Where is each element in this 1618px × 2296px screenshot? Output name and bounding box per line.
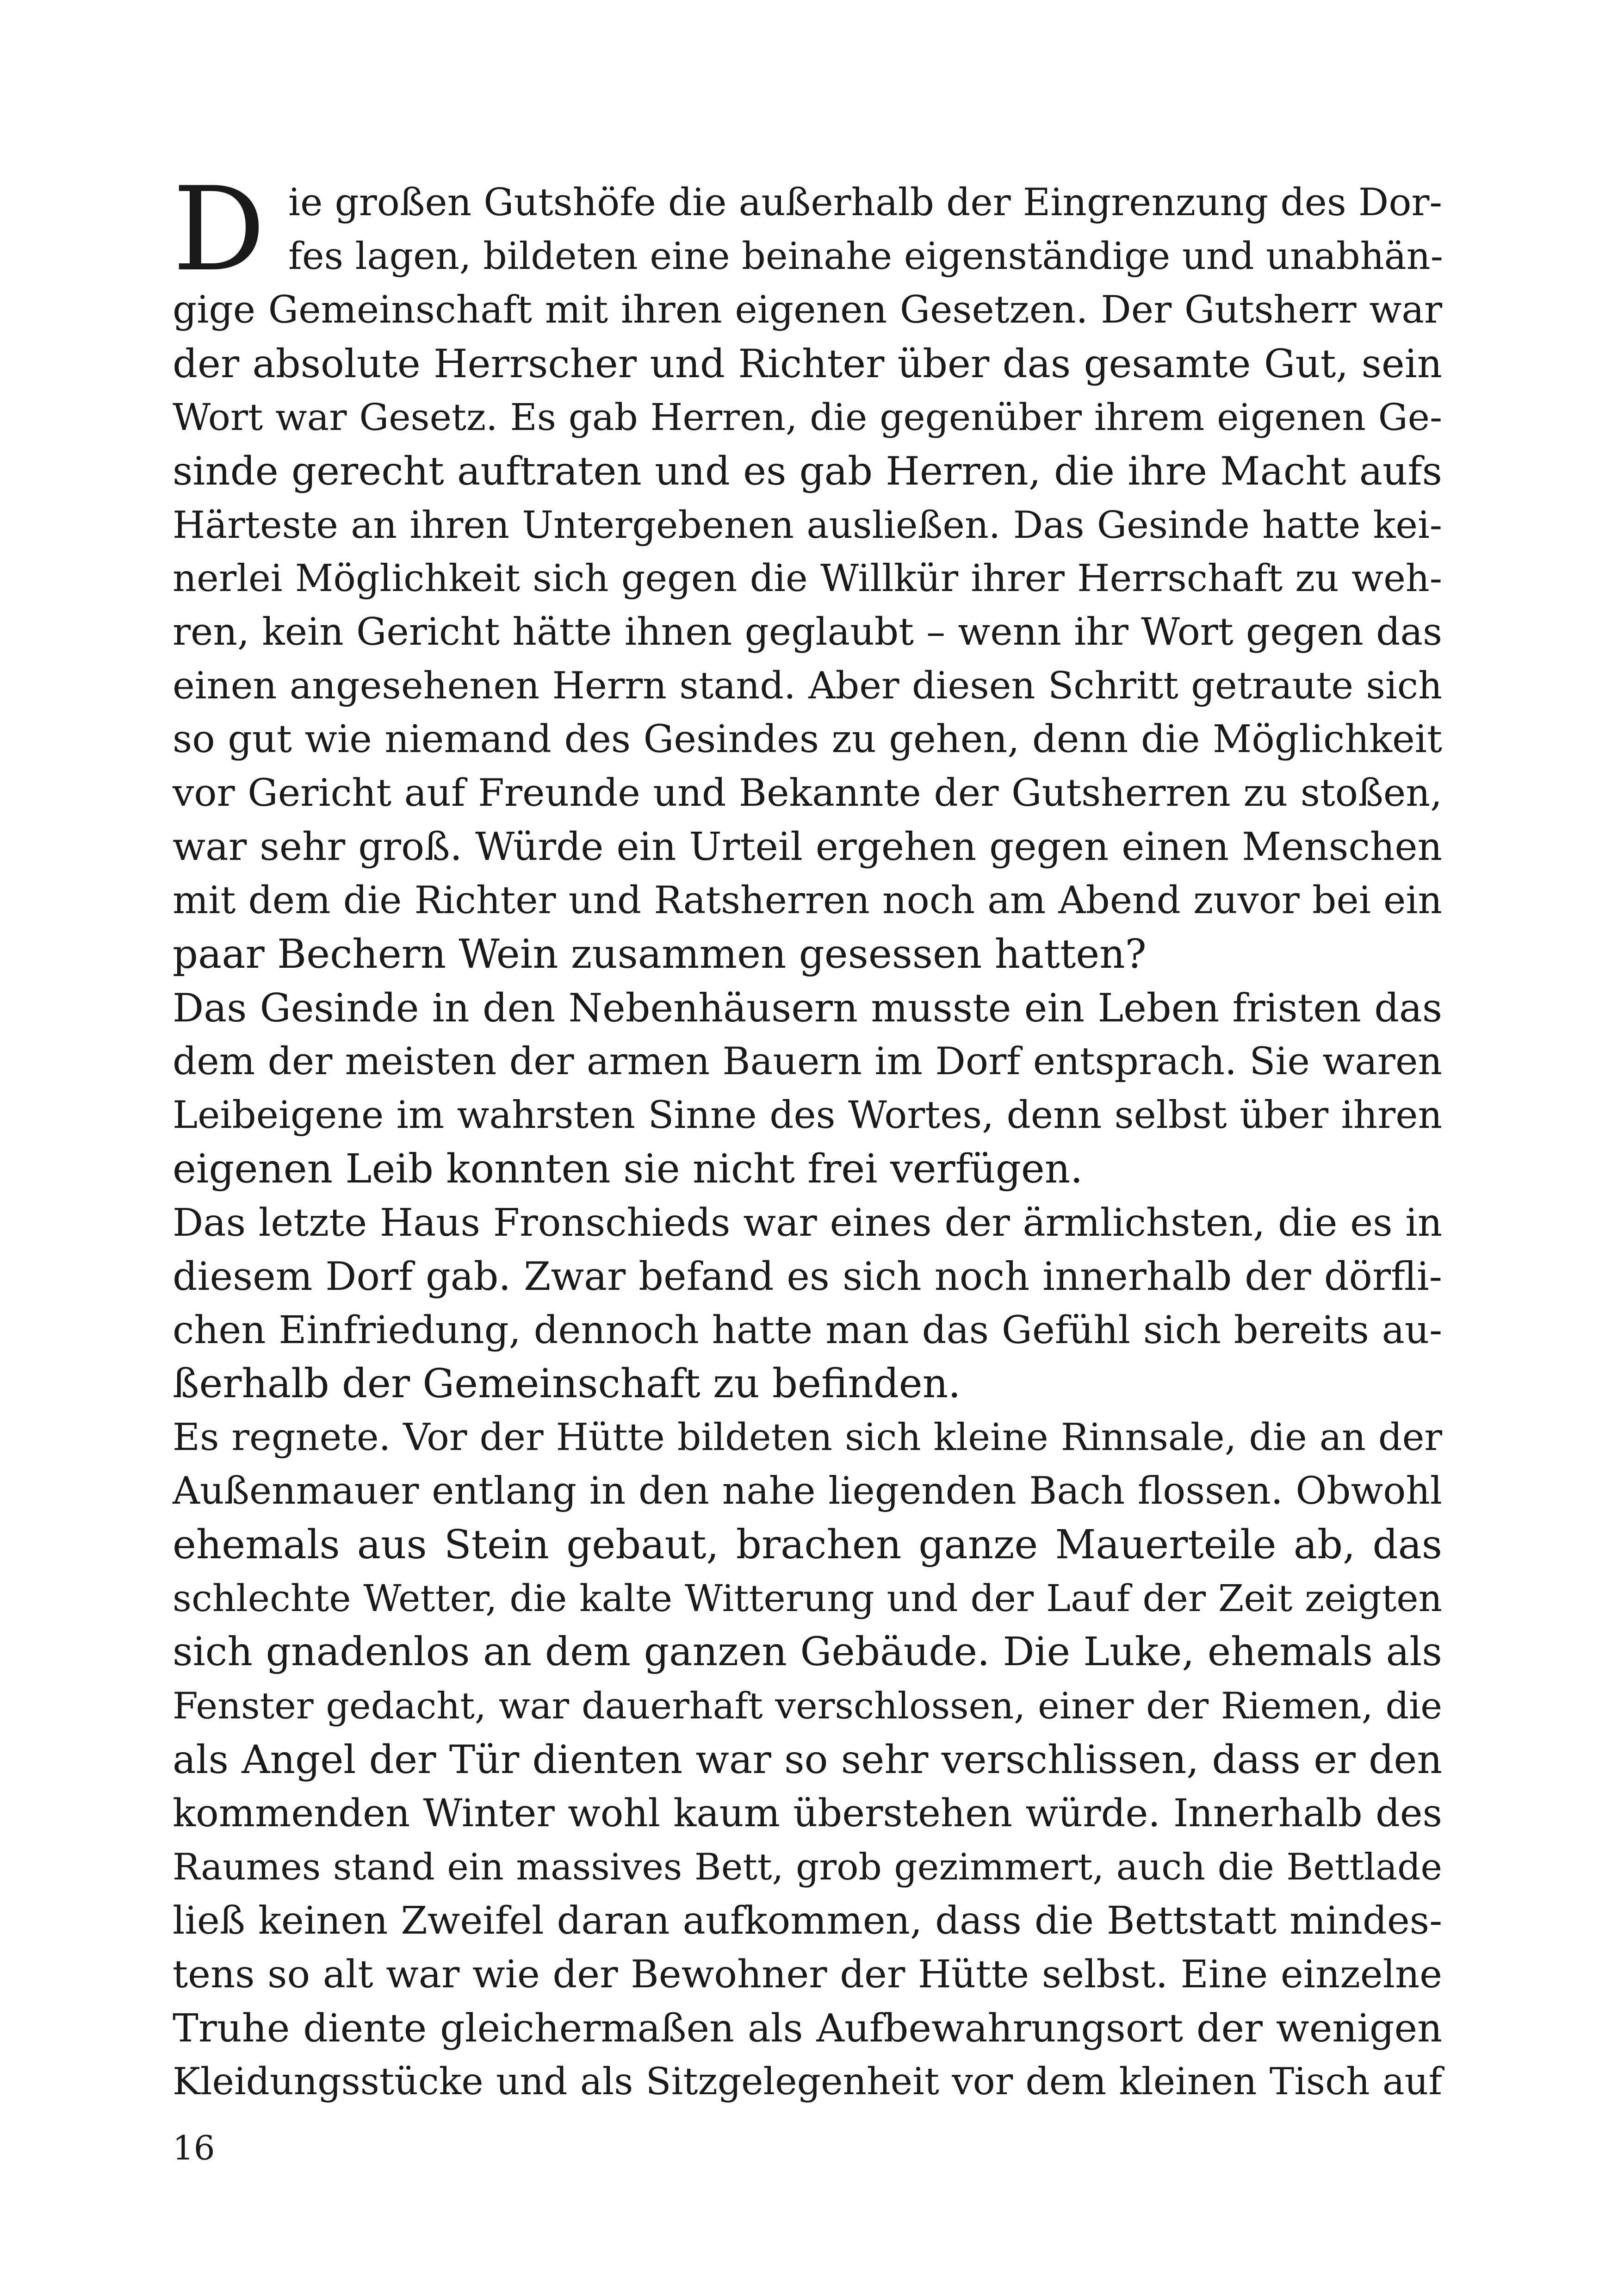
text-line: einen angesehenen Herrn stand. Aber diesen Schritt getraute sich (173, 664, 1442, 708)
text-line: Wort war Gesetz. Es gab Herren, die gegenüber ihrem eigenen Ge- (173, 396, 1442, 439)
drop-cap: D (173, 162, 266, 297)
text-line: schlechte Wetter, die kalte Witterung und der Lauf der Zeit zeigten (173, 1577, 1442, 1620)
text-line: Außenmauer entlang in den nahe liegenden Bach flossen. Obwohl (173, 1469, 1442, 1513)
text-line: fes lagen, bildeten eine beinahe eigenständige und unabhän- (288, 235, 1443, 278)
text-line: Truhe diente gleichermaßen als Aufbewahrungsort der wenigen (173, 2005, 1442, 2051)
text-line: ließ keinen Zweifel daran aufkommen, dass die Bettstatt mindes- (173, 1898, 1442, 1943)
text-line: Es regnete. Vor der Hütte bildeten sich kleine Rinnsale, die an der (173, 1416, 1442, 1459)
text-line: diesem Dorf gab. Zwar befand es sich noch innerhalb der dörfli- (173, 1254, 1442, 1299)
text-line: vor Gericht auf Freunde und Bekannte der Gutsherren zu stoßen, (173, 771, 1442, 815)
text-line: Das Gesinde in den Nebenhäusern musste ein Leben fristen das (173, 985, 1442, 1031)
text-line: nerlei Möglichkeit sich gegen die Willkür ihrer Herrschaft zu weh- (173, 557, 1442, 600)
text-line: chen Einfriedung, dennoch hatte man das Gefühl sich bereits au- (173, 1308, 1442, 1352)
text-line: tens so alt war wie der Bewohner der Hütte selbst. Eine einzelne (173, 1952, 1442, 1997)
text-line: sich gnadenlos an dem ganzen Gebäude. Die Luke, ehemals als (173, 1629, 1442, 1675)
text-line: Fenster gedacht, war dauerhaft verschlossen, einer der Riemen, die (173, 1685, 1442, 1727)
text-line: paar Bechern Wein zusammen gesessen hatten? (173, 931, 1147, 977)
page-number: 16 (173, 2128, 215, 2167)
text-line: Kleidungsstücke und als Sitzgelegenheit vor dem kleinen Tisch auf (173, 2060, 1442, 2103)
text-line: dem der meisten der armen Bauern im Dorf entsprach. Sie waren (173, 1039, 1442, 1083)
text-line: Härteste an ihren Untergebenen ausließen. Das Gesinde hatte kei- (173, 503, 1442, 547)
text-line: ie großen Gutshöfe die außerhalb der Eingrenzung des Dor- (288, 180, 1442, 224)
text-line: gige Gemeinschaft mit ihren eigenen Gesetzen. Der Gutsherr war (173, 288, 1442, 332)
text-line: eigenen Leib konnten sie nicht frei verfügen. (173, 1146, 1083, 1192)
text-line: ßerhalb der Gemeinschaft zu befinden. (173, 1361, 961, 1407)
text-line: der absolute Herrscher und Richter über das gesamte Gut, sein (173, 341, 1442, 386)
text-line: sinde gerecht auftraten und es gab Herren, die ihre Macht aufs (173, 448, 1442, 494)
text-line: so gut wie niemand des Gesindes zu gehen, denn die Möglichkeit (173, 717, 1442, 761)
text-line: mit dem die Richter und Ratsherren noch am Abend zuvor bei ein (173, 878, 1442, 922)
text-line: kommenden Winter wohl kaum überstehen würde. Innerhalb des (173, 1791, 1442, 1836)
text-line: Raumes stand ein massives Bett, grob gezimmert, auch die Bettlade (173, 1846, 1442, 1888)
text-line: war sehr groß. Würde ein Urteil ergehen gegen einen Menschen (173, 824, 1442, 869)
text-line: als Angel der Tür dienten war so sehr verschlissen, dass er den (173, 1736, 1442, 1782)
text-line: Das letzte Haus Fronschieds war eines der ärmlichsten, die es in (173, 1200, 1442, 1245)
text-line: ren, kein Gericht hätte ihnen geglaubt – wenn ihr Wort gegen das (173, 610, 1442, 654)
body-text (173, 162, 1443, 2109)
text-line: ehemals aus Stein gebaut, brachen ganze Mauerteile ab, das (173, 1522, 1442, 1568)
text-line: Leibeigene im wahrsten Sinne des Wortes, denn selbst über ihren (173, 1093, 1442, 1137)
